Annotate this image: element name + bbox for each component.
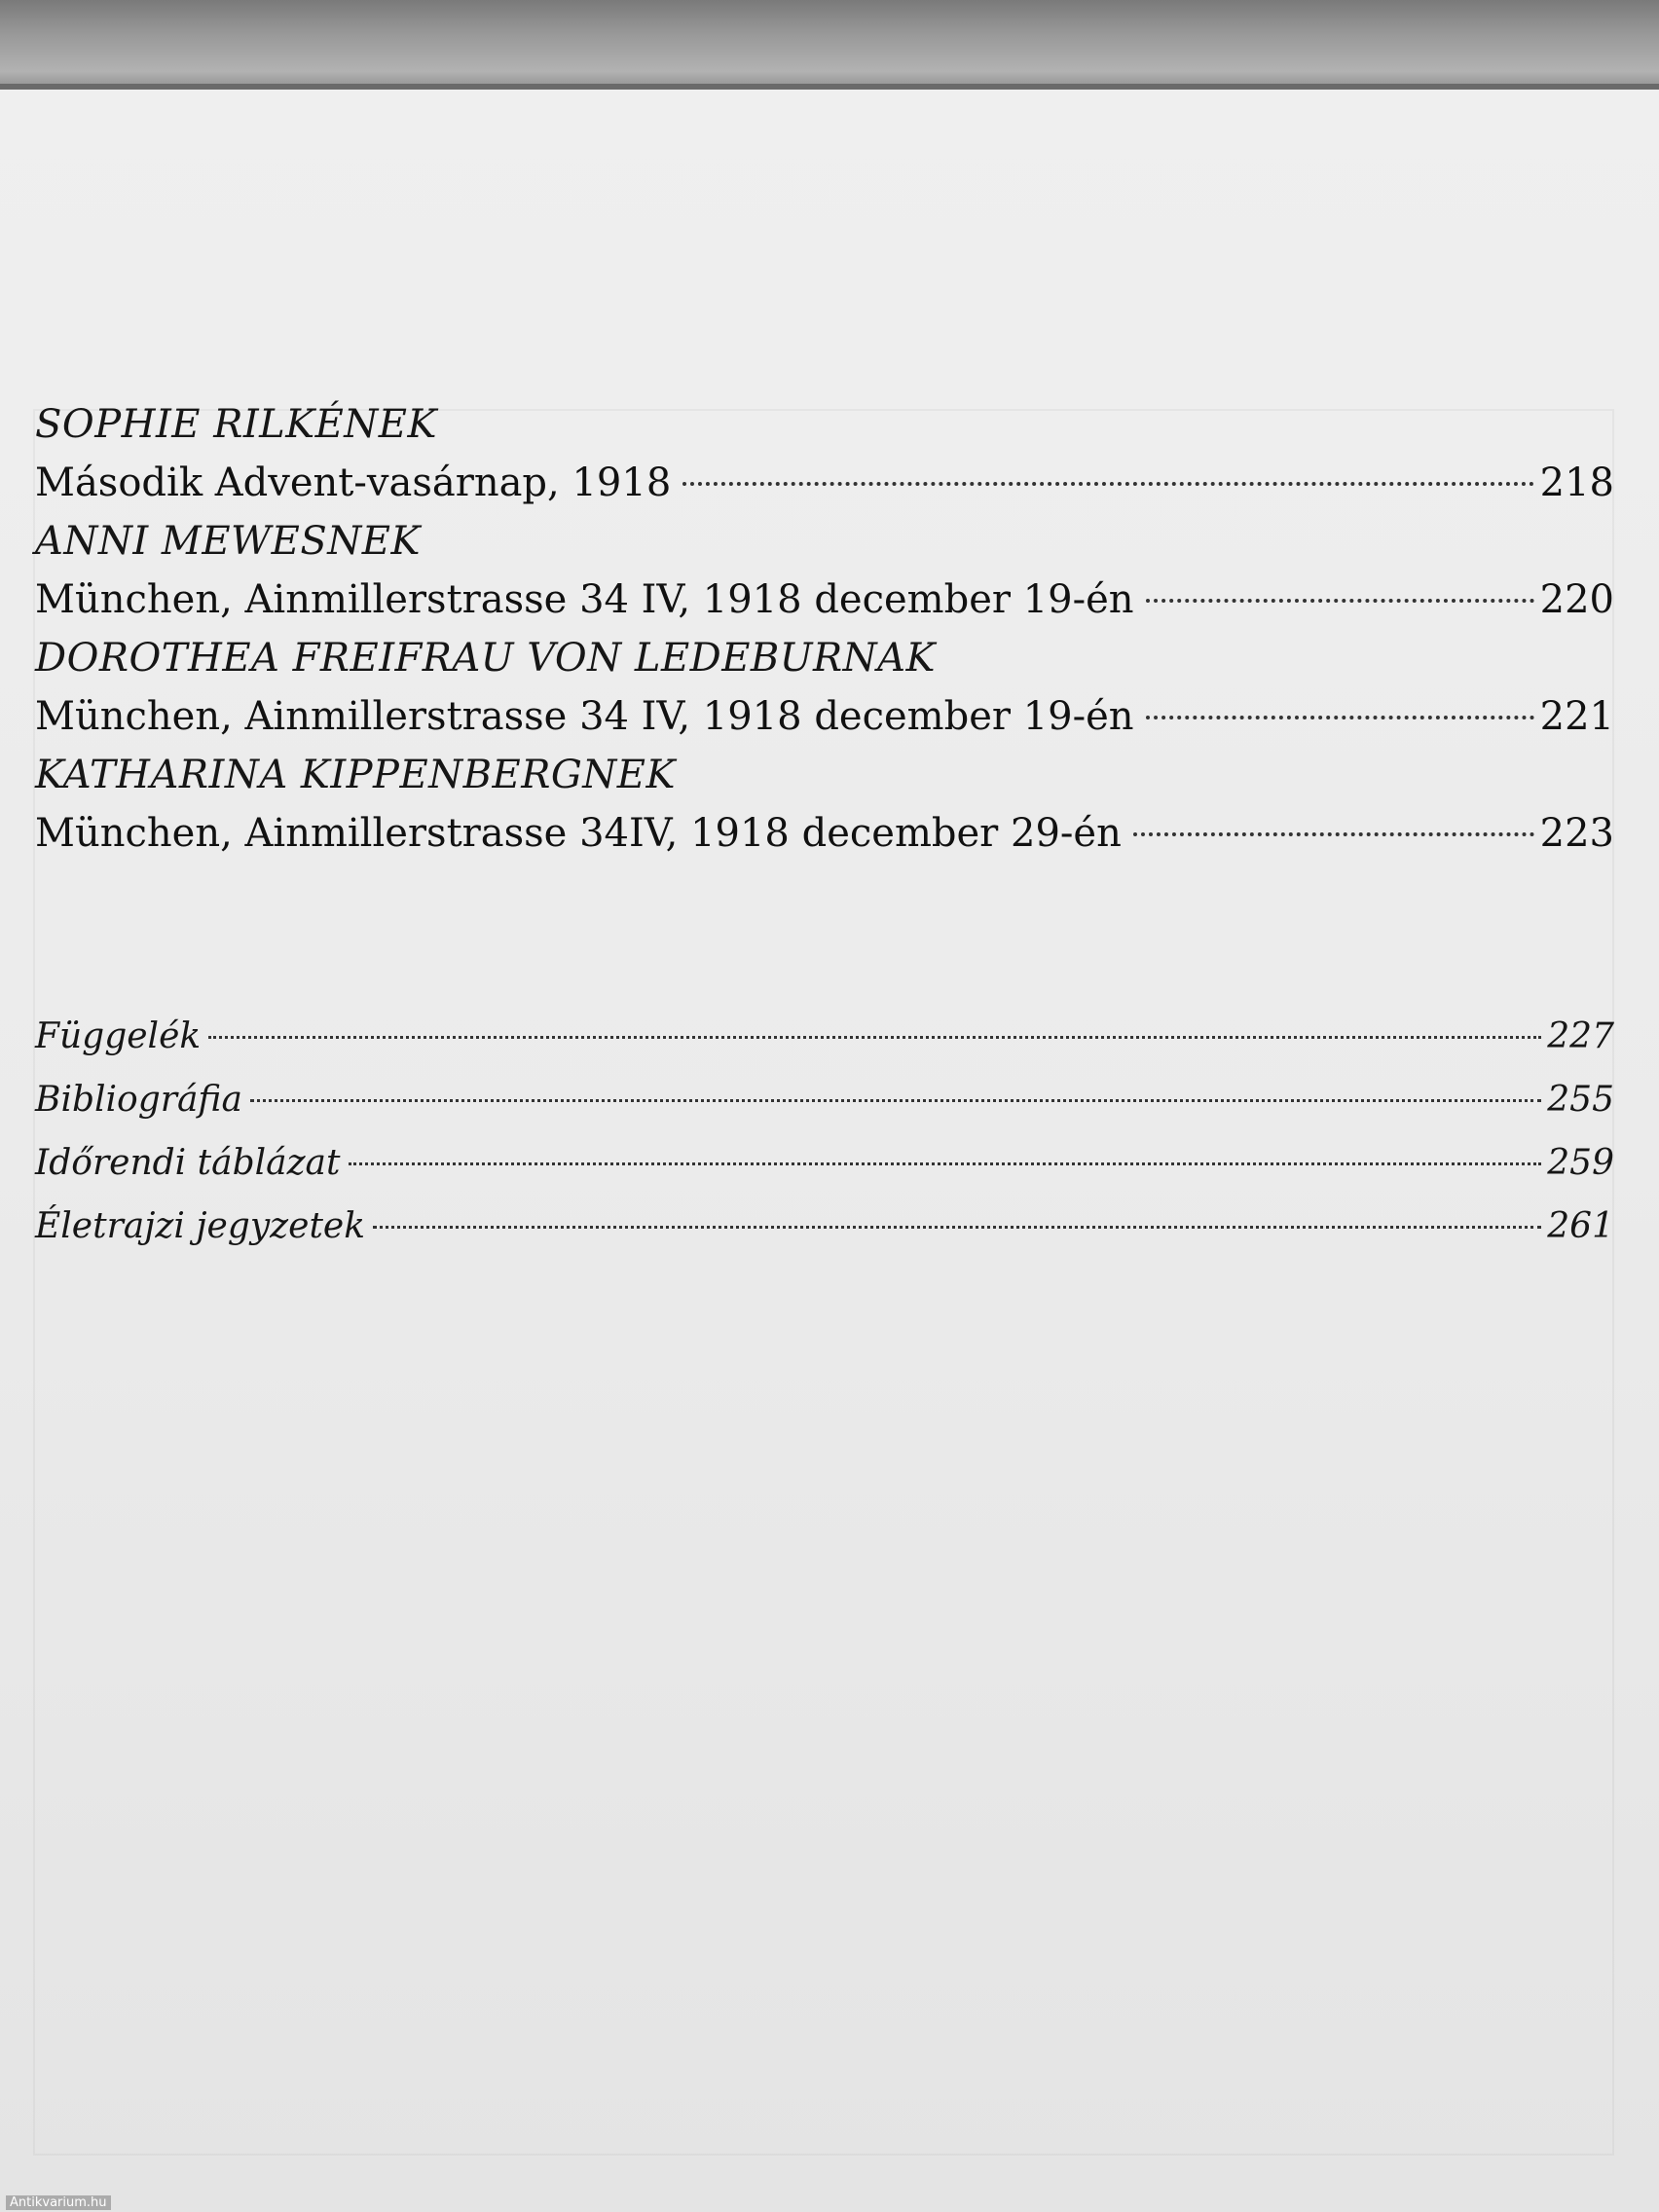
toc-line-text: München, Ainmillerstrasse 34IV, 1918 december 29-én bbox=[35, 811, 1122, 856]
toc-line-text: Második Advent-vasárnap, 1918 bbox=[35, 461, 672, 505]
appendix-line bbox=[35, 1195, 1614, 1258]
toc-line bbox=[35, 800, 1614, 866]
toc-line bbox=[35, 683, 1614, 750]
table-of-contents bbox=[35, 399, 1614, 1258]
leader-dots bbox=[250, 1099, 1541, 1102]
page-number: 220 bbox=[1539, 577, 1614, 622]
leader-dots bbox=[1133, 832, 1534, 836]
appendix-line bbox=[35, 1131, 1614, 1195]
appendix-list bbox=[35, 1005, 1614, 1258]
section-gap bbox=[35, 866, 1614, 1005]
toc-line-text: München, Ainmillerstrasse 34 IV, 1918 december 19-én bbox=[35, 694, 1134, 739]
toc-heading: SOPHIE RILKÉNEK bbox=[35, 402, 437, 447]
page-number: 255 bbox=[1547, 1080, 1614, 1120]
appendix-text: Függelék bbox=[35, 1016, 202, 1056]
page-number: 218 bbox=[1539, 461, 1614, 505]
leader-dots bbox=[1146, 716, 1534, 719]
leader-dots bbox=[682, 482, 1533, 486]
page-number: 223 bbox=[1539, 811, 1614, 856]
toc-line-text: München, Ainmillerstrasse 34 IV, 1918 december 19-én bbox=[35, 577, 1134, 622]
page-number: 221 bbox=[1539, 694, 1614, 739]
page-number: 261 bbox=[1547, 1206, 1614, 1246]
appendix-text: Időrendi táblázat bbox=[35, 1143, 341, 1183]
page-top-edge bbox=[0, 0, 1659, 90]
toc-line bbox=[35, 450, 1614, 516]
page-number: 259 bbox=[1547, 1143, 1614, 1183]
appendix-line bbox=[35, 1068, 1614, 1131]
page-number: 227 bbox=[1547, 1016, 1614, 1056]
watermark: Antikvarium.hu bbox=[6, 2195, 111, 2210]
toc-heading: ANNI MEWESNEK bbox=[35, 519, 421, 564]
toc-heading: DOROTHEA FREIFRAU VON LEDEBURNAK bbox=[35, 636, 936, 681]
toc-entry bbox=[35, 399, 1614, 516]
leader-dots bbox=[373, 1226, 1541, 1229]
toc-entry bbox=[35, 750, 1614, 866]
appendix-text: Életrajzi jegyzetek bbox=[35, 1206, 366, 1246]
appendix-text: Bibliográfia bbox=[35, 1080, 242, 1120]
toc-entry bbox=[35, 516, 1614, 633]
toc-entry bbox=[35, 633, 1614, 750]
appendix-line bbox=[35, 1005, 1614, 1068]
leader-dots bbox=[1146, 599, 1534, 603]
toc-heading: KATHARINA KIPPENBERGNEK bbox=[35, 753, 676, 797]
leader-dots bbox=[349, 1162, 1542, 1165]
toc-line bbox=[35, 567, 1614, 633]
leader-dots bbox=[208, 1036, 1541, 1039]
